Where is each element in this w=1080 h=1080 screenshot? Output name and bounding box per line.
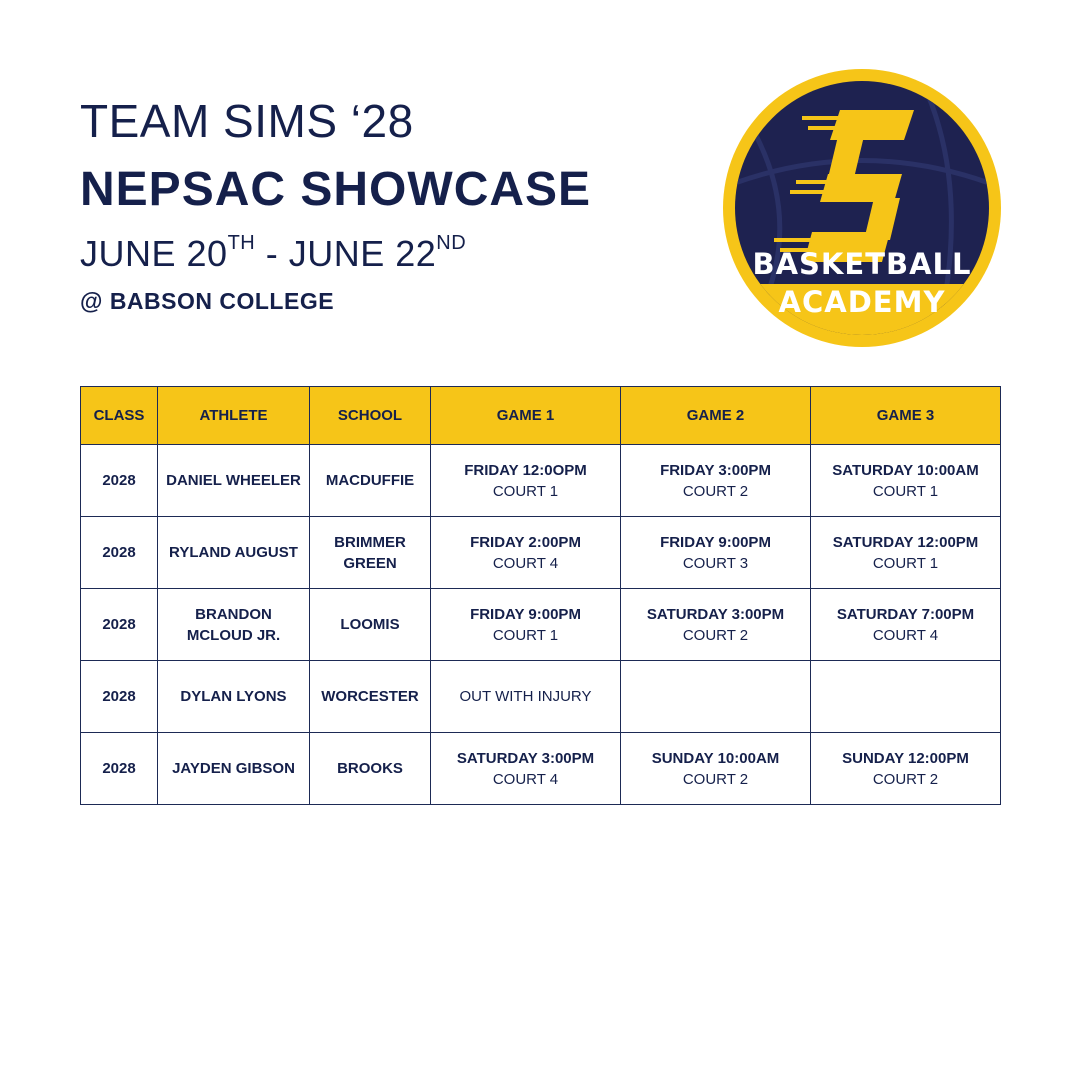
school-cell: LOOMIS [310,589,431,661]
school-cell: MACDUFFIE [310,445,431,517]
game-court: COURT 1 [872,554,939,572]
game-cell [811,589,1001,661]
athlete-cell: JAYDEN GIBSON [158,733,310,805]
game-court: COURT 2 [682,482,749,500]
game-cell [811,517,1001,589]
class-cell: 2028 [81,589,158,661]
game-time: SATURDAY 12:00PM [832,533,979,551]
game-time: FRIDAY 12:0OPM [464,461,587,479]
game-court: COURT 2 [872,770,939,788]
athlete-cell: DYLAN LYONS [158,661,310,733]
event-title: NEPSAC SHOWCASE [80,163,592,216]
game-time: SATURDAY 3:00PM [646,605,785,623]
schedule-table [80,386,1001,805]
game-cell [621,445,811,517]
game-time: FRIDAY 9:00PM [470,605,581,623]
game-cell [621,589,811,661]
game-time: SUNDAY 10:00AM [651,749,780,767]
empty-game-cell [811,661,1001,733]
logo-line-basketball: BASKETBALL [752,247,972,281]
school-cell: WORCESTER [310,661,431,733]
game-court: COURT 1 [872,482,939,500]
column-header-class: CLASS [81,387,158,445]
column-header-athlete: ATHLETE [158,387,310,445]
game-time: SATURDAY 3:00PM [456,749,595,767]
column-header-game-3: GAME 3 [811,387,1001,445]
table-row [81,589,1001,661]
game-cell [431,445,621,517]
class-cell: 2028 [81,517,158,589]
table-row [81,661,1001,733]
athlete-cell: DANIEL WHEELER [158,445,310,517]
game-time: FRIDAY 9:00PM [660,533,771,551]
table-row [81,733,1001,805]
game-time: SATURDAY 7:00PM [836,605,975,623]
game-time: FRIDAY 3:00PM [660,461,771,479]
game-court: COURT 3 [682,554,749,572]
column-header-game-1: GAME 1 [431,387,621,445]
game-cell [811,445,1001,517]
game-court: COURT 4 [492,554,559,572]
athlete-cell: RYLAND AUGUST [158,517,310,589]
date-start: JUNE 20 [80,233,228,274]
game-court: COURT 1 [492,482,559,500]
column-header-school: SCHOOL [310,387,431,445]
event-header [80,95,592,314]
column-header-game-2: GAME 2 [621,387,811,445]
class-cell: 2028 [81,733,158,805]
game-cell [431,517,621,589]
game-time: SATURDAY 10:00AM [832,461,979,479]
injury-note: OUT WITH INJURY [459,688,592,705]
event-dates [80,234,591,274]
empty-game-cell [621,661,811,733]
game-court: COURT 2 [682,626,749,644]
date-end-suffix: ND [436,232,467,254]
class-cell: 2028 [81,445,158,517]
game-cell [431,589,621,661]
date-separator: - [255,233,289,274]
game-cell [621,733,811,805]
date-end: JUNE 22 [288,233,437,274]
game-time: SUNDAY 12:00PM [842,749,969,767]
game-court: COURT 2 [682,770,749,788]
school-cell: BRIMMER GREEN [310,517,431,589]
venue: @ BABSON COLLEGE [80,287,335,314]
game-time: FRIDAY 2:00PM [470,533,581,551]
game-court: COURT 4 [872,626,939,644]
date-start-suffix: TH [227,232,256,254]
logo-line-academy: ACADEMY [778,285,946,319]
table-row [81,445,1001,517]
class-cell: 2028 [81,661,158,733]
game-cell [431,733,621,805]
table-row [81,517,1001,589]
game-court: COURT 1 [492,626,559,644]
team-title: TEAM SIMS ‘28 [80,95,414,147]
school-cell: BROOKS [310,733,431,805]
basketball-academy-logo [722,68,1002,348]
athlete-cell: BRANDON MCLOUD JR. [158,589,310,661]
game-court: COURT 4 [492,770,559,788]
game-cell [811,733,1001,805]
injury-note-cell [431,661,621,733]
game-cell [621,517,811,589]
table-header-row [81,387,1001,445]
